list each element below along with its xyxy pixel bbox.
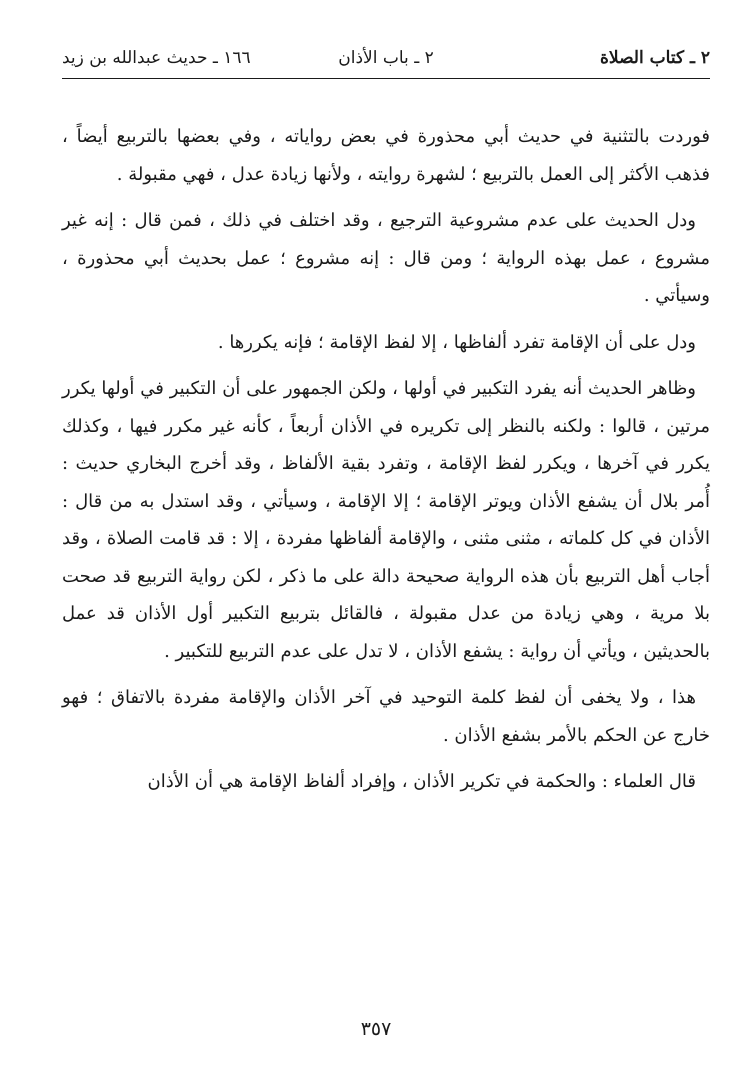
header-divider [62, 78, 710, 79]
paragraph: هذا ، ولا يخفى أن لفظ كلمة التوحيد في آخر الأذان والإقامة مفردة بالاتفاق ؛ فهو خارج عن الحكم بالأمر بشفع الأذان . [62, 687, 710, 746]
header-chapter-title: ٢ ـ باب الأذان [338, 48, 434, 68]
page-body [62, 118, 710, 810]
paragraph: فوردت بالتثنية في حديث أبي محذورة في بعض رواياته ، وفي بعضها بالتربيع أيضاً ، فذهب الأكثر إلى العمل بالتربيع ؛ لشهرة روايته ، ولأنها زيادة عدل ، فهي مقبولة . [62, 126, 710, 185]
paragraph: ودل على أن الإقامة تفرد ألفاظها ، إلا لفظ الإقامة ؛ فإنه يكررها . [217, 331, 696, 353]
running-header [62, 44, 710, 72]
paragraph: وظاهر الحديث أنه يفرد التكبير في أولها ، ولكن الجمهور على أن التكبير في أولها يكرر مرتين ، قالوا : ولكنه بالنظر إلى تكريره في الأذان أربعاً ، كأنه غير مكرر فيها ، وكذلك يكرر في آخرها ، ويكرر لفظ الإقامة ، وتفرد بقية الألفاظ ، وقد أخرج البخاري حديث : أُمر بلال أن يشفع الأذان ويوتر الإقامة ؛ إلا الإقامة ، وسيأتي ، وقد استدل به من قال : الأذان في كل كلماته ، مثنى مثنى ، والإقامة ألفاظها مفردة ، إلا : قد قامت الصلاة ، وقد أجاب أهل التربيع بأن هذه الرواية صحيحة دالة على ما ذكر ، لكن رواية التربيع قد صحت بلا مرية ، وهي زيادة من عدل مقبولة ، فالقائل بتربيع التكبير أول الأذان قد عمل بالحديثين ، ويأتي أن رواية : يشفع الأذان ، لا تدل على عدم التربيع للتكبير . [62, 378, 710, 662]
paragraph: قال العلماء : والحكمة في تكرير الأذان ، وإفراد ألفاظ الإقامة هي أن الأذان [147, 771, 696, 792]
paragraph: ودل الحديث على عدم مشروعية الترجيع ، وقد اختلف في ذلك ، فمن قال : إنه غير مشروع ، عمل بهذه الرواية ؛ ومن قال : إنه مشروع ؛ عمل بحديث أبي محذورة ، وسيأتي . [62, 210, 710, 306]
header-book-title: ٢ ـ كتاب الصلاة [600, 48, 710, 68]
page-number: ٣٥٧ [360, 1018, 392, 1040]
header-hadith-title: ١٦٦ ـ حديث عبدالله بن زيد [62, 48, 251, 68]
